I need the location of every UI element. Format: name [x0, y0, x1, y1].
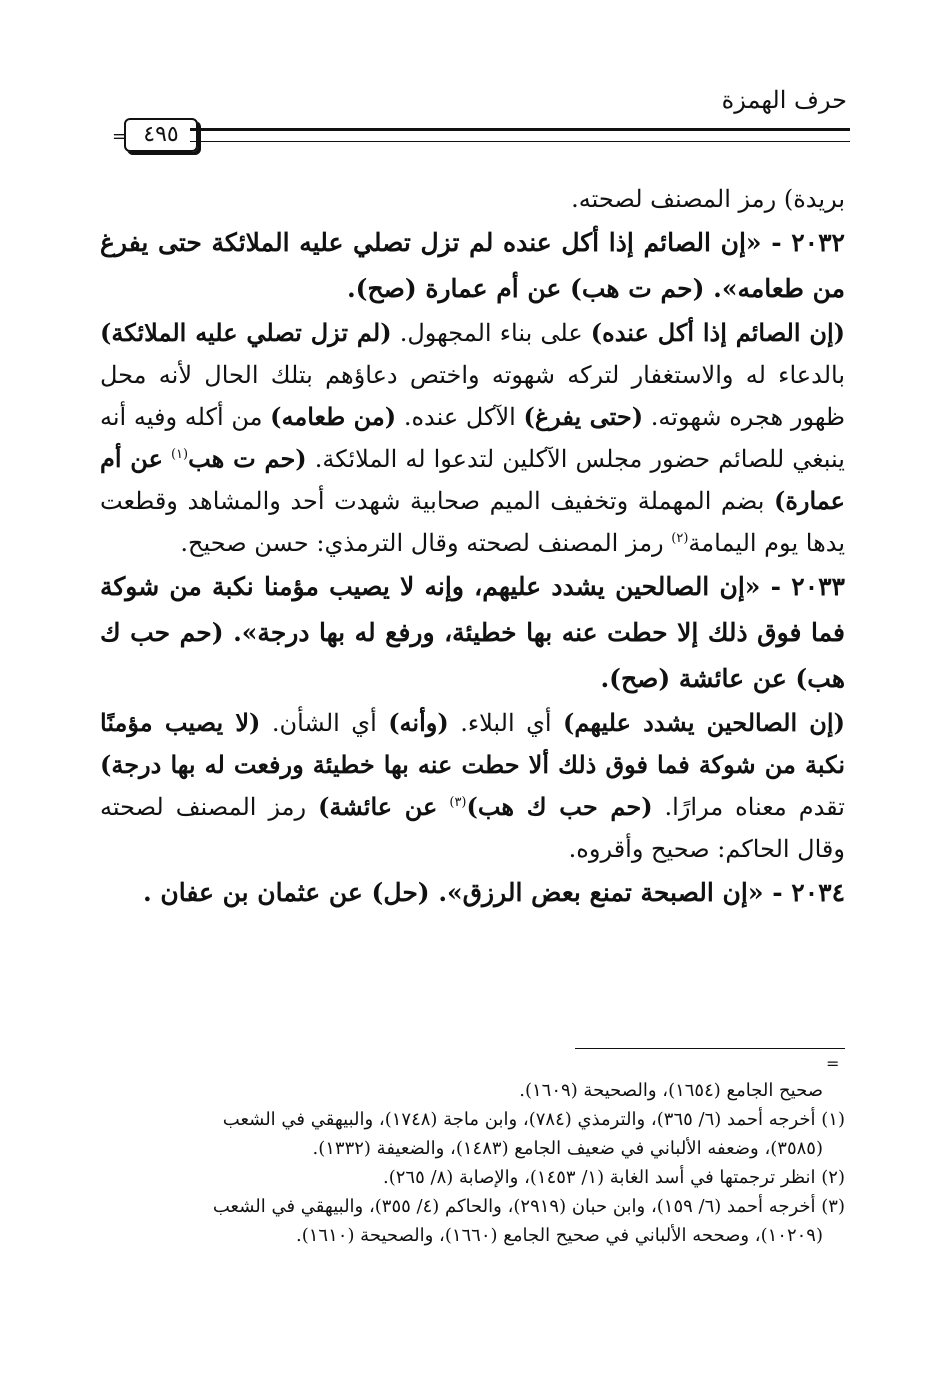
hadith-reference: (حل) عن عثمان بن عفان . [142, 878, 430, 907]
commentary-text: أي البلاء. [460, 709, 552, 737]
commentary-quote: (من طعامه) [270, 402, 397, 431]
main-text [100, 178, 845, 916]
hadith-reference: (حم حب ك هب) عن عائشة (صح). [100, 618, 845, 693]
footnote-marker[interactable]: (٣) [449, 795, 467, 810]
hadith-2032 [100, 220, 845, 312]
footnote-1-cont: (٣٥٨٥)، وضعفه الألباني في ضعيف الجامع (١٤٨٣)، والضعيفة (١٣٣٢). [312, 1138, 823, 1159]
hadith-2034 [100, 870, 845, 916]
commentary-quote: عن عائشة) [318, 792, 438, 821]
commentary-text: أي الشأن. [271, 709, 377, 737]
commentary-text: الآكل عنده. [403, 403, 516, 431]
hadith-number: ٢٠٣٤ - [772, 878, 845, 907]
footnote-separator [575, 1048, 845, 1049]
header-rule [112, 118, 850, 148]
commentary-quote: (لا يصيب مؤمنًا نكبة من شوكة فما فوق ذلك ألا حطت عنه بها خطيئة ورفعت له بها درجة) [100, 708, 845, 779]
hadith-reference: (حم ت هب) عن أم عمارة (صح). [346, 274, 705, 303]
hadith-2033 [100, 564, 845, 702]
footnote-3-cont: (١٠٢٠٩)، وصححه الألباني في صحيح الجامع (١٦٦٠)، والصحيحة (١٦١٠). [296, 1225, 823, 1246]
commentary-quote: (لم تزل تصلي عليه الملائكة) [100, 318, 392, 347]
commentary-quote: (إن الصائم إذا أكل عنده) [590, 318, 845, 347]
header-double-line [190, 128, 850, 142]
footnotes [100, 1076, 845, 1250]
commentary-text: من أكله وفيه أنه ينبغي للصائم حضور مجلس الآكلين لتدعوا له الملائكة. [100, 403, 845, 473]
commentary-text: على بناء المجهول. [399, 319, 583, 347]
hadith-number: ٢٠٣٢ - [771, 228, 845, 257]
commentary-2032 [100, 312, 845, 564]
commentary-quote: (حم حب ك هب) [466, 792, 653, 821]
commentary-quote: (وأنه) [388, 708, 449, 737]
commentary-2033 [100, 702, 845, 870]
paragraph-continuation: بريدة) رمز المصنف لصحته. [571, 185, 845, 213]
footnote-1: (١) أخرجه أحمد (٦/ ٣٦٥)، والترمذي (٧٨٤)، وابن ماجة (١٧٤٨)، والبيهقي في الشعب [222, 1109, 845, 1130]
commentary-quote: (حتى يفرغ) [523, 402, 644, 431]
hadith-text: «إن الصالحين يشدد عليهم، وإنه لا يصيب مؤمنا نكبة من شوكة فما فوق ذلك إلا حطت عنه بها خطيئة، ورفع له بها درجة». [100, 572, 845, 647]
footnote-continued: صحيح الجامع (١٦٥٤)، والصحيحة (١٦٠٩). [519, 1080, 823, 1101]
commentary-text: رمز المصنف لصحته وقال الحاكم: صحيح وأقروه. [100, 793, 845, 863]
page-number: ٤٩٥ [124, 118, 198, 152]
running-header-title: حرف الهمزة [721, 86, 847, 114]
footnote-marker[interactable]: (١) [170, 447, 189, 462]
hadith-text: «إن الصبحة تمنع بعض الرزق». [438, 878, 764, 907]
commentary-quote: (إن الصالحين يشدد عليهم) [563, 708, 845, 737]
commentary-text: رمز المصنف لصحته وقال الترمذي: حسن صحيح. [180, 529, 664, 557]
header-rule-tick: = [112, 126, 128, 147]
commentary-text: بالدعاء له والاستغفار لتركه شهوته واختص دعاؤهم بتلك الحال لأنه محل ظهور هجره شهوته. [100, 361, 846, 431]
footnote-3: (٣) أخرجه أحمد (٦/ ١٥٩)، وابن حبان (٢٩١٩)، والحاكم (٤/ ٣٥٥)، والبيهقي في الشعب [212, 1196, 845, 1217]
commentary-text: تقدم معناه مرارًا. [664, 793, 845, 821]
commentary-text: بضم المهملة وتخفيف الميم صحابية شهدت أحد والمشاهد وقطعت يدها يوم اليمامة [100, 487, 845, 557]
footnote-continuation-mark: = [826, 1054, 840, 1073]
commentary-quote: (حم ت هب [188, 444, 307, 473]
commentary-quote: عن أم عمارة) [100, 444, 845, 515]
footnote-marker[interactable]: (٢) [671, 531, 689, 546]
footnote-2: (٢) انظر ترجمتها في أسد الغابة (١/ ١٤٥٣)، والإصابة (٨/ ٢٦٥). [383, 1167, 845, 1188]
hadith-number: ٢٠٣٣ - [770, 572, 845, 601]
hadith-text: «إن الصائم إذا أكل عنده لم تزل تصلي عليه الملائكة حتى يفرغ من طعامه». [100, 228, 845, 303]
